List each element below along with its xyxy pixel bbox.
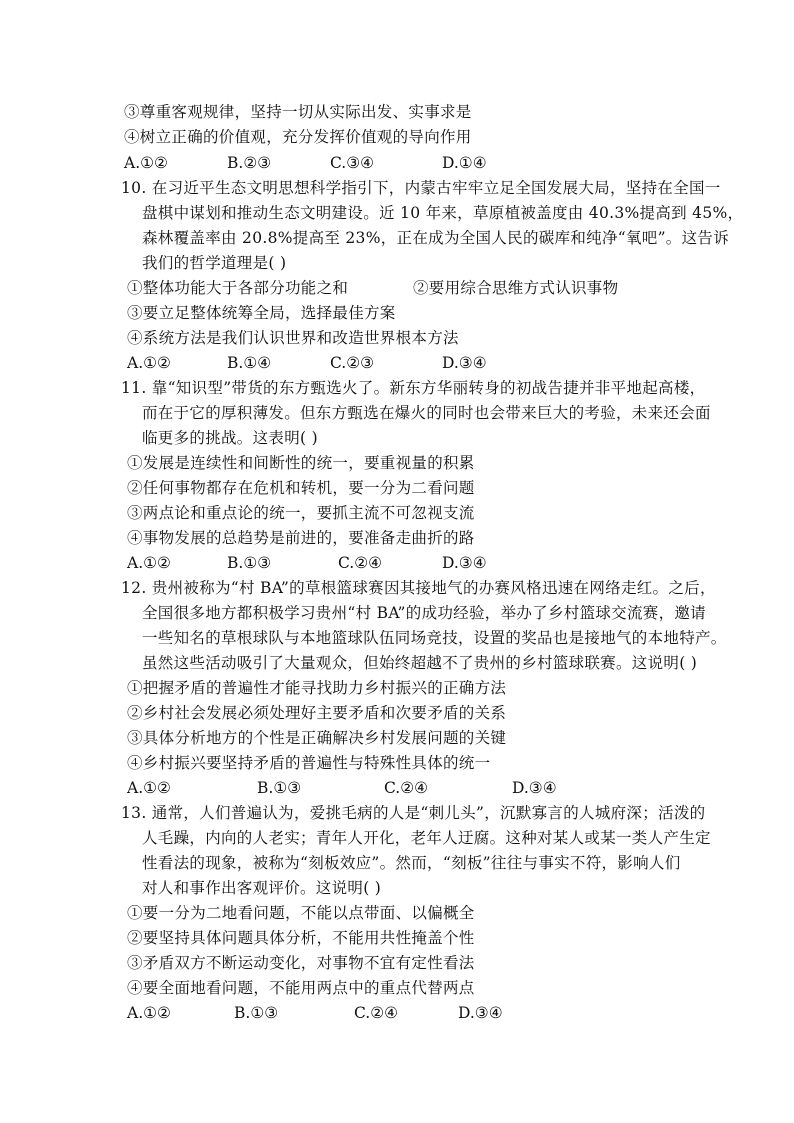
q10-option-c: C.②③	[330, 354, 375, 372]
q10-stem-line-3: 森林覆盖率由 20.8%提高至 23%，正在成为全国人民的碳库和纯净“氧吧”。这告诉	[142, 229, 729, 247]
q11-stem-line-2: 而在于它的厚积薄发。但东方甄选在爆火的同时也会带来巨大的考验，未来还会面	[142, 404, 711, 422]
q12-statement-4: ④乡村振兴要坚持矛盾的普遍性与特殊性具体的统一	[127, 754, 491, 772]
q12-stem-line-2: 全国很多地方都积极学习贵州“村 BA”的成功经验，举办了乡村篮球交流赛，邀请	[142, 604, 706, 622]
q11-option-a: A.①②	[127, 554, 171, 572]
q12-stem-line-4: 虽然这些活动吸引了大量观众，但始终超越不了贵州的乡村篮球联赛。这说明( )	[142, 654, 698, 672]
q9-option-c: C.③④	[330, 154, 375, 172]
q13-option-a: A.①②	[127, 1004, 171, 1022]
q11-statement-1: ①发展是连续性和间断性的统一，要重视量的积累	[127, 454, 475, 472]
q10-statement-4: ④系统方法是我们认识世界和改造世界根本方法	[127, 329, 459, 347]
q13-stem-line-2: 人毛躁，内向的人老实；青年人开化，老年人迂腐。这种对某人或某一类人产生定	[142, 829, 711, 847]
q13-statement-4: ④要全面地看问题，不能用两点中的重点代替两点	[127, 979, 475, 997]
q13-statement-2: ②要坚持具体问题具体分析，不能用共性掩盖个性	[127, 929, 475, 947]
q13-stem-line-4: 对人和事作出客观评价。这说明( )	[142, 879, 382, 897]
q12-statement-1: ①把握矛盾的普遍性才能寻找助力乡村振兴的正确方法	[127, 679, 507, 697]
q12-statement-2: ②乡村社会发展必须处理好主要矛盾和次要矛盾的关系	[127, 704, 507, 722]
q13-option-b: B.①③	[234, 1004, 279, 1022]
q11-statement-4: ④事物发展的总趋势是前进的，要准备走曲折的路	[127, 529, 475, 547]
q10-option-a: A.①②	[127, 354, 171, 372]
q11-statement-3: ③两点论和重点论的统一，要抓主流不可忽视支流	[127, 504, 475, 522]
q9-statement-3: ③尊重客观规律，坚持一切从实际出发、实事求是	[124, 103, 472, 121]
q10-stem-line-1: 10. 在习近平生态文明思想科学指引下，内蒙古牢牢立足全国发展大局，坚持在全国一	[121, 179, 721, 197]
q13-statement-1: ①要一分为二地看问题，不能以点带面、以偏概全	[127, 904, 475, 922]
q9-statement-4: ④树立正确的价值观，充分发挥价值观的导向作用	[124, 128, 472, 146]
q13-stem-line-1: 13. 通常，人们普遍认为，爱挑毛病的人是“刺儿头”，沉默寡言的人城府深；活泼的	[121, 804, 706, 822]
q12-option-a: A.①②	[127, 779, 171, 797]
q13-option-d: D.③④	[458, 1004, 503, 1022]
q11-option-c: C.②④	[338, 554, 383, 572]
q10-stem-line-4: 我们的哲学道理是( )	[142, 254, 287, 272]
q11-stem-line-1: 11. 靠“知识型”带货的东方甄选火了。新东方华丽转身的初战告捷并非平地起高楼，	[121, 379, 706, 397]
q12-stem-line-3: 一些知名的草根球队与本地篮球队伍同场竞技，设置的奖品也是接地气的本地特产。	[142, 629, 727, 647]
q11-option-d: D.③④	[442, 554, 487, 572]
q10-stem-line-2: 盘棋中谋划和推动生态文明建设。近 10 年来，草原植被盖度由 40.3%提高到 45%，	[142, 204, 744, 222]
q13-stem-line-3: 性看法的现象，被称为“刻板效应”。然而，“刻板”往往与事实不符，影响人们	[142, 854, 681, 872]
q10-option-d: D.③④	[442, 354, 487, 372]
q10-statement-2: ②要用综合思维方式认识事物	[413, 279, 619, 297]
q9-option-a: A.①②	[124, 154, 168, 172]
q12-option-c: C.②④	[384, 779, 429, 797]
q10-option-b: B.①④	[227, 354, 272, 372]
q11-stem-line-3: 临更多的挑战。这表明( )	[142, 429, 318, 447]
q10-statement-3: ③要立足整体统筹全局，选择最佳方案	[127, 304, 396, 322]
q10-statement-1: ①整体功能大于各部分功能之和	[127, 279, 349, 297]
q11-option-b: B.①③	[227, 554, 272, 572]
q9-option-d: D.①④	[442, 154, 487, 172]
q12-option-b: B.①③	[257, 779, 302, 797]
q12-option-d: D.③④	[512, 779, 557, 797]
q13-statement-3: ③矛盾双方不断运动变化，对事物不宜有定性看法	[127, 954, 475, 972]
q11-statement-2: ②任何事物都存在危机和转机，要一分为二看问题	[127, 479, 475, 497]
q9-option-b: B.②③	[227, 154, 272, 172]
q12-stem-line-1: 12. 贵州被称为“村 BA”的草根篮球赛因其接地气的办赛风格迅速在网络走红。之后，	[121, 579, 716, 597]
q13-option-c: C.②④	[354, 1004, 399, 1022]
q12-statement-3: ③具体分析地方的个性是正确解决乡村发展问题的关键	[127, 729, 507, 747]
